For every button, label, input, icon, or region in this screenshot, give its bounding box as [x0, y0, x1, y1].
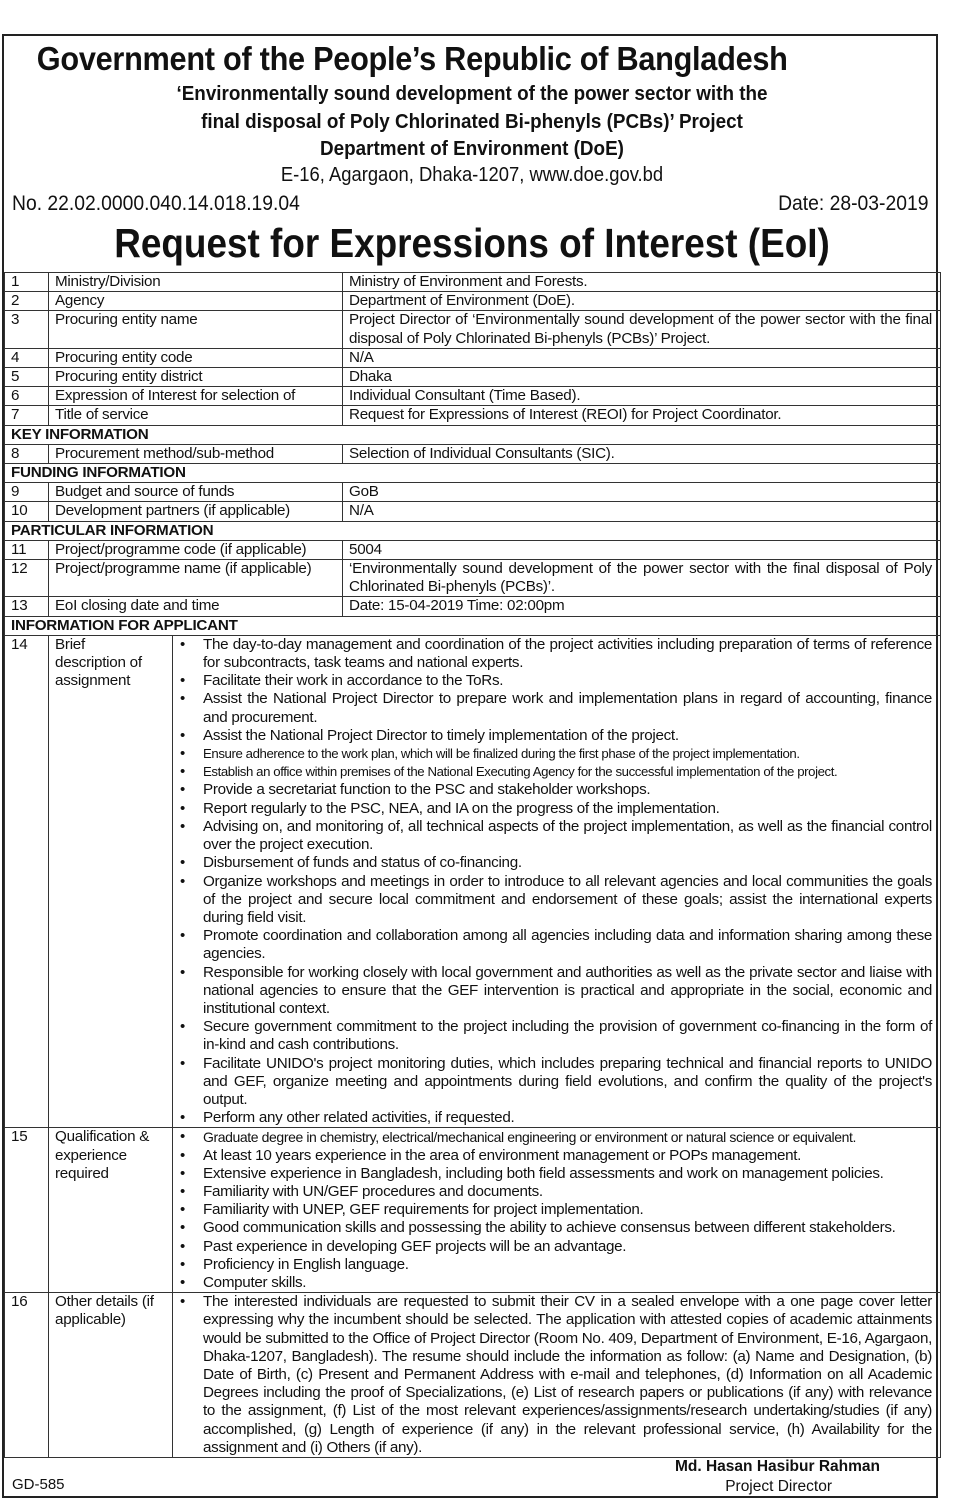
qualification-description [173, 1128, 941, 1293]
list-item: • Computer skills. [173, 1274, 940, 1292]
row-label: Expression of Interest for selection of [49, 387, 343, 406]
section-header-row [5, 521, 941, 540]
list-item: • Good communication skills and possessing the ability to achieve consensus between different stakeholders. [173, 1219, 940, 1237]
advertisement-code: GD-585 [12, 1476, 65, 1493]
list-item: • Facilitate their work in accordance to the ToRs. [173, 672, 940, 690]
row-label: Qualification & experience required [49, 1128, 173, 1293]
government-title: Government of the People’s Republic of Bangladesh [36, 40, 788, 77]
table-row [5, 273, 941, 292]
section-funding-information: FUNDING INFORMATION [5, 464, 941, 483]
list-item: • Perform any other related activities, if requested. [173, 1109, 940, 1127]
other-details-bullet-list [173, 1293, 940, 1457]
list-item: • Provide a secretariat function to the PSC and stakeholder workshops. [173, 781, 940, 799]
list-item: • At least 10 years experience in the area of environment management or POPs management. [173, 1147, 940, 1165]
row-value: N/A [343, 502, 941, 521]
row-number: 7 [5, 406, 49, 425]
row-number: 16 [5, 1293, 49, 1458]
section-particular-information: PARTICULAR INFORMATION [5, 521, 941, 540]
row-number: 15 [5, 1128, 49, 1293]
row-value: ‘Environmentally sound development of the power sector with the final disposal of Poly Chlorinated Bi-phenyls (PCBs)’. [343, 560, 941, 597]
project-name-line-1: ‘Environmentally sound development of the power sector with the [176, 82, 768, 105]
table-row [5, 540, 941, 559]
list-item: • Responsible for working closely with local government and authorities as well as the private sector and liaise with national agencies to ensure that the GEF intervention is practical and appropriate in the social, economic and institutional context. [173, 964, 940, 1019]
project-name-line-2: final disposal of Poly Chlorinated Bi-phenyls (PCBs)’ Project [201, 110, 743, 133]
table-row [5, 368, 941, 387]
reference-number: No. 22.02.0000.040.14.018.19.04 [12, 192, 300, 215]
notice-frame [2, 34, 938, 1498]
row-number: 1 [5, 273, 49, 292]
page-title: Request for Expressions of Interest (EoI) [114, 220, 830, 266]
section-header-row [5, 425, 941, 444]
section-header-row [5, 464, 941, 483]
table-row [5, 635, 941, 1127]
list-item: • The interested individuals are requested to submit their CV in a sealed envelope with a one page cover letter expressing why the incumbent should be selected. The application with attested copies of academic attainments would be submitted to the Office of Project Director (Room No. 409, Department of Environment, E-16, Agargaon, Dhaka-1207, Bangladesh). The resume should include the information as follow: (a) Name and Designation, (b) Date of Birth, (c) Present and Permanent Address with e-mail and telephones, (d) Information on all Academic Degrees including the proof of Specializations, (e) List of research papers or publications (if any) with relevance to the assignment, (f) List of the most relevant experiences/assignments/research undertaking/studies (if any) accomplished, (g) Length of experience (if any) in the relevant professional service, (h) Availability for the assignment and (i) Others (if any). [173, 1293, 940, 1457]
row-number: 3 [5, 311, 49, 348]
row-label: Budget and source of funds [49, 483, 343, 502]
row-value: Ministry of Environment and Forests. [343, 273, 941, 292]
row-value: 5004 [343, 540, 941, 559]
list-item: • Establish an office within premises of the National Executing Agency for the successful implementation of the project. [173, 763, 940, 781]
section-key-information: KEY INFORMATION [5, 425, 941, 444]
row-number: 4 [5, 348, 49, 367]
list-item: • Secure government commitment to the project including the provision of government co-financing in the form of in-kind and cash contributions. [173, 1018, 940, 1054]
table-row [5, 1128, 941, 1293]
row-value: N/A [343, 348, 941, 367]
list-item: • Assist the National Project Director to timely implementation of the project. [173, 727, 940, 745]
row-label: Project/programme code (if applicable) [49, 540, 343, 559]
section-information-for-applicant: INFORMATION FOR APPLICANT [5, 616, 941, 635]
table-row [5, 1293, 941, 1458]
table-row [5, 597, 941, 616]
department-address: E-16, Agargaon, Dhaka-1207, www.doe.gov.bd [280, 164, 664, 186]
list-item: • Advising on, and monitoring of, all technical aspects of the project implementation, as well as the financial control over the project execution. [173, 818, 940, 854]
row-number: 5 [5, 368, 49, 387]
list-item: • Ensure adherence to the work plan, which will be finalized during the first phase of the project implementation. [173, 745, 940, 763]
list-item: • Promote coordination and collaboration among all agencies including data and information sharing among these agencies. [173, 927, 940, 963]
row-label: Project/programme name (if applicable) [49, 560, 343, 597]
row-value: Request for Expressions of Interest (REOI) for Project Coordinator. [343, 406, 941, 425]
row-label: Other details (if applicable) [49, 1293, 173, 1458]
table-row [5, 444, 941, 463]
row-label: Title of service [49, 406, 343, 425]
section-header-row [5, 616, 941, 635]
table-row [5, 406, 941, 425]
list-item: • Report regularly to the PSC, NEA, and IA on the progress of the implementation. [173, 800, 940, 818]
row-value: Individual Consultant (Time Based). [343, 387, 941, 406]
table-row [5, 387, 941, 406]
row-label: EoI closing date and time [49, 597, 343, 616]
notice-date: Date: 28-03-2019 [777, 192, 928, 215]
row-value: Selection of Individual Consultants (SIC). [343, 444, 941, 463]
list-item: • The day-to-day management and coordination of the project activities including preparation of terms of reference for subcontracts, task teams and national experts. [173, 636, 940, 672]
list-item: • Assist the National Project Director to prepare work and implementation plans in regard of accounting, finance and procurement. [173, 690, 940, 726]
row-value: GoB [343, 483, 941, 502]
list-item: • Familiarity with UN/GEF procedures and documents. [173, 1183, 940, 1201]
row-label: Brief description of assignment [49, 635, 173, 1127]
table-row [5, 348, 941, 367]
eoi-info-table [4, 272, 941, 1458]
other-details-description [173, 1293, 941, 1458]
table-row [5, 502, 941, 521]
row-value: Project Director of ‘Environmentally sound development of the power sector with the final disposal of Poly Chlorinated Bi-phenyls (PCBs)’ Project. [343, 311, 941, 348]
table-row [5, 483, 941, 502]
table-row [5, 560, 941, 597]
row-value: Dhaka [343, 368, 941, 387]
row-number: 10 [5, 502, 49, 521]
row-number: 8 [5, 444, 49, 463]
row-number: 9 [5, 483, 49, 502]
signatory-title: Project Director [725, 1478, 832, 1495]
row-label: Agency [49, 292, 343, 311]
list-item: • Facilitate UNIDO's project monitoring duties, which includes preparing technical and financial reports to UNIDO and GEF, organize meeting and appointments during field evolutions, and confirm the quality of the project's output. [173, 1055, 940, 1110]
row-value: Department of Environment (DoE). [343, 292, 941, 311]
row-number: 12 [5, 560, 49, 597]
assignment-bullet-list [173, 636, 940, 1127]
list-item: • Organize workshops and meetings in order to introduce to all relevant agencies and local communities the goals of the project and secure local commitment and endorsement of these goals; assist the international experts during field visit. [173, 873, 940, 928]
table-row [5, 292, 941, 311]
list-item: • Graduate degree in chemistry, electrical/mechanical engineering or environment or natural science or equivalent. [173, 1128, 940, 1146]
row-label: Development partners (if applicable) [49, 502, 343, 521]
signatory-name: Md. Hasan Hasibur Rahman [675, 1458, 880, 1475]
row-label: Procurement method/sub-method [49, 444, 343, 463]
list-item: • Familiarity with UNEP, GEF requirements for project implementation. [173, 1201, 940, 1219]
row-number: 14 [5, 635, 49, 1127]
row-label: Ministry/Division [49, 273, 343, 292]
table-row [5, 311, 941, 348]
department-name: Department of Environment (DoE) [320, 137, 624, 160]
row-label: Procuring entity district [49, 368, 343, 387]
list-item: • Extensive experience in Bangladesh, including both field assessments and work on management policies. [173, 1165, 940, 1183]
qualification-bullet-list [173, 1128, 940, 1292]
row-value: Date: 15-04-2019 Time: 02:00pm [343, 597, 941, 616]
row-number: 6 [5, 387, 49, 406]
row-number: 11 [5, 540, 49, 559]
list-item: • Past experience in developing GEF projects will be an advantage. [173, 1238, 940, 1256]
row-number: 13 [5, 597, 49, 616]
row-label: Procuring entity name [49, 311, 343, 348]
list-item: • Proficiency in English language. [173, 1256, 940, 1274]
list-item: • Disbursement of funds and status of co-financing. [173, 854, 940, 872]
assignment-description [173, 635, 941, 1127]
row-number: 2 [5, 292, 49, 311]
row-label: Procuring entity code [49, 348, 343, 367]
